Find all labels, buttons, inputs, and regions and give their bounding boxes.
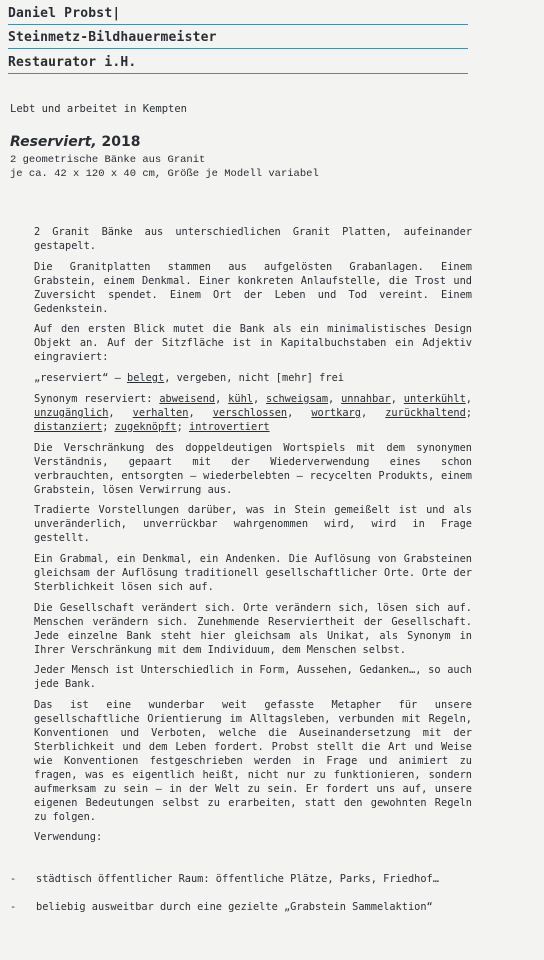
usage-heading: Verwendung: xyxy=(34,831,103,844)
synonym-label: Synonym reserviert: xyxy=(34,393,160,406)
synonym-word: zurückhaltend xyxy=(385,406,466,419)
definition-prefix: „reserviert“ – xyxy=(34,372,127,385)
bullet-dash: - xyxy=(10,873,17,885)
paragraph: Das ist eine wunderbar weit gefasste Metapher für unsere gesellschaftliche Orientierung im Alltagsleben, verbunden mit Regeln, Konventionen und Verboten, welche die Auseinandersetzung mit der Sterblichkeit und dem Leben fordert. Probst stellt die Art und Weise wie Konventionen festgeschrieben werden in Frage und animiert zu fragen, was es eigentlich heißt, nicht nur zu funktionieren, sondern aufmerksam zu sein – in der Welt zu sein. Er fordert uns auf, unsere eigenen Bedeutungen selbst zu erarbeiten, statt den gewohnten Regeln zu folgen. xyxy=(34,699,472,823)
synonym-word: zugeknöpft xyxy=(114,420,177,433)
work-title-text: Reserviert, xyxy=(10,134,97,150)
synonym-word: unzugänglich xyxy=(34,406,109,419)
artist-profession: Steinmetz-Bildhauermeister xyxy=(8,30,468,49)
work-dimensions: je ca. 42 x 120 x 40 cm, Größe je Modell variabel xyxy=(10,168,319,180)
work-year: 2018 xyxy=(96,134,141,150)
artist-role: Restaurator i.H. xyxy=(8,55,468,74)
paragraph: Ein Grabmal, ein Denkmal, ein Andenken. Die Auflösung von Grabsteinen gleichsam der Auflösung traditionell gesellschaftlicher Orte. Orte der Sterblichkeit lösen sich auf. xyxy=(34,553,472,593)
body-text xyxy=(34,226,472,852)
synonym-word: schweigsam xyxy=(266,393,329,406)
artist-name: Daniel Probst| xyxy=(8,6,468,25)
synonym-word: unnahbar xyxy=(341,393,391,406)
definition-line xyxy=(34,372,472,386)
synonym-word: verschlossen xyxy=(212,406,288,419)
paragraph: Auf den ersten Blick mutet die Bank als ein minimalistisches Design Objekt an. Auf der Sitzfläche ist in Kapitalbuchstaben ein Adjektiv eingraviert: xyxy=(34,323,472,364)
paragraph: 2 Granit Bänke aus unterschiedlichen Granit Platten, aufeinander gestapelt. xyxy=(34,226,472,252)
work-description: 2 geometrische Bänke aus Granit xyxy=(10,154,206,166)
synonym-word: distanziert xyxy=(34,420,103,433)
synonym-paragraph: Synonym reserviert: abweisend, kühl, schweigsam, unnahbar, unterkühlt, unzugänglich, verhalten, verschlossen, wortkarg, zurückhaltend; distanziert; zugeknöpft; introvertiert xyxy=(34,393,473,433)
paragraph: Tradierte Vorstellungen darüber, was in Stein gemeißelt ist und als unveränderlich, unverrückbar wahrgenommen wird, wird in Frage gestellt. xyxy=(34,504,472,545)
list-item xyxy=(10,872,472,886)
definition-underlined: belegt xyxy=(127,372,165,385)
paragraph: Die Granitplatten stammen aus aufgelösten Grabanlagen. Einem Grabstein, einem Denkmal. Einer konkreten Anlaufstelle, die Trost und Zuversicht spendet. Einem Ort der Leben und Tod vereint. Einem Gedenkstein. xyxy=(34,260,472,315)
synonym-word: unterkühlt xyxy=(403,393,466,406)
synonym-word: wortkarg xyxy=(311,406,361,419)
location-line: Lebt und arbeitet in Kempten xyxy=(10,103,188,115)
synonym-word: abweisend xyxy=(159,393,216,406)
work-title xyxy=(10,134,141,150)
list-item-text: beliebig ausweitbar durch eine gezielte „Grabstein Sammelaktion“ xyxy=(36,901,433,913)
bullet-dash: - xyxy=(10,901,17,913)
synonym-word: verhalten xyxy=(132,406,189,419)
usage-list xyxy=(10,872,472,928)
list-item-text: städtisch öffentlicher Raum: öffentliche Plätze, Parks, Friedhof… xyxy=(36,873,439,885)
synonym-word: kühl xyxy=(228,393,253,406)
synonym-word: introvertiert xyxy=(189,420,270,433)
list-item xyxy=(10,900,472,914)
paragraph: Jeder Mensch ist Unterschiedlich in Form, Aussehen, Gedanken…, so auch jede Bank. xyxy=(34,664,472,691)
definition-suffix: , vergeben, nicht [mehr] frei xyxy=(164,372,344,385)
paragraph: Die Gesellschaft verändert sich. Orte verändern sich, lösen sich auf. Menschen verändern sich. Zunehmende Reserviertheit der Gesellschaft. Jede einzelne Bank steht hier gleichsam als Unikat, als Synonym in Ihrer Verschränkung mit dem Individuum, dem Menschen selbst. xyxy=(34,601,472,656)
paragraph: Die Verschränkung des doppeldeutigen Wortspiels mit dem synonymen Verständnis, gepaart mit der Wiederverwendung eines schon verbrauchten, entsorgten – wiederbelebten – recycelten Produkts, einem Grabstein, lösen Verwirrung aus. xyxy=(34,441,472,496)
